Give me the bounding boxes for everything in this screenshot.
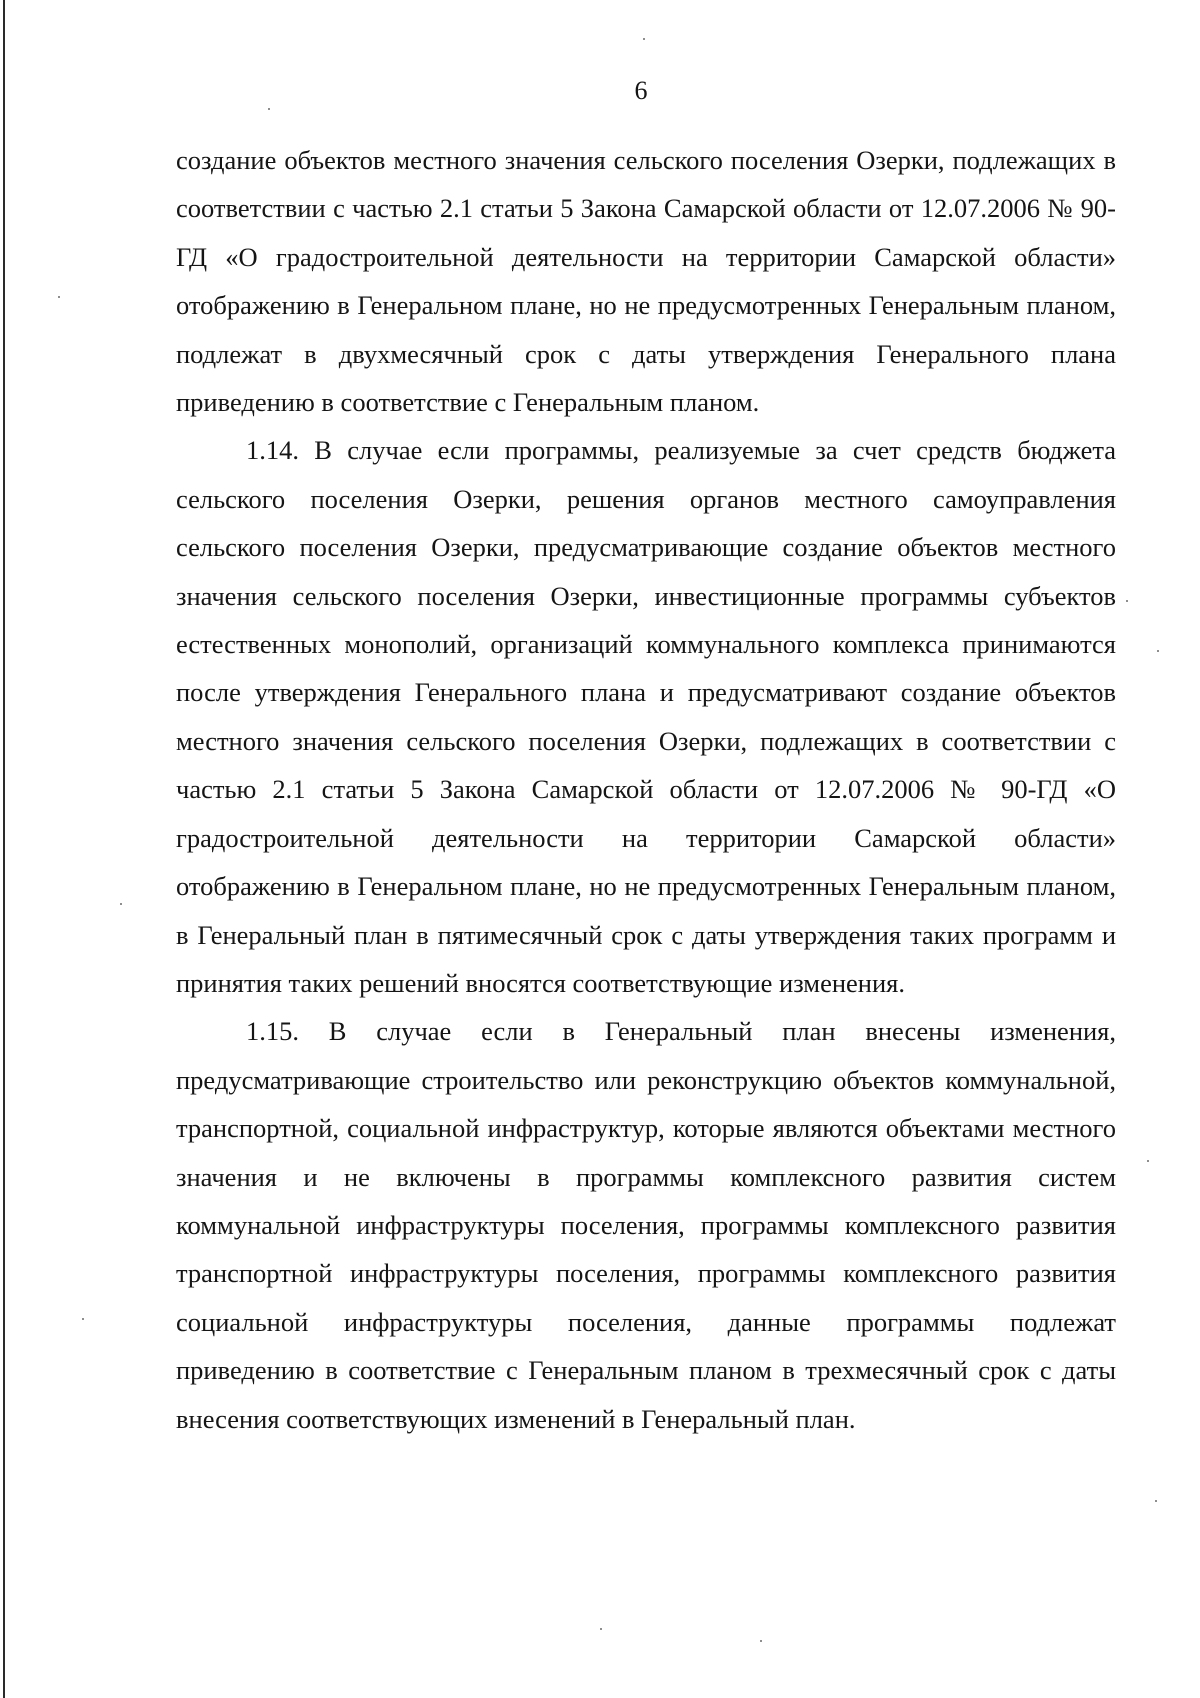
scan-left-edge — [3, 0, 5, 1698]
scan-speck — [600, 1628, 602, 1630]
scan-speck — [1126, 600, 1128, 602]
page-number: 6 — [634, 76, 648, 105]
scan-speck — [120, 903, 122, 905]
paragraph-1-15: 1.15. В случае если в Генеральный план внесены изменения, предусматривающие строительство или реконструкцию объектов коммунальной, транспортной, социальной инфраструктур, которые являются объектами местного значения и не включены в программы комплексного развития систем коммунальной инфраструктуры поселения, программы комплексного развития транспортной инфраструктуры поселения, программы комплексного развития социальной инфраструктуры поселения, данные программы подлежат приведению в соответствие с Генеральным планом в трехмесячный срок с даты внесения соответствующих изменений в Генеральный план. — [176, 1016, 1116, 1434]
scan-speck — [1147, 1160, 1149, 1162]
scan-speck — [268, 108, 270, 110]
document-body — [176, 136, 1116, 1443]
scan-speck — [643, 38, 645, 40]
scan-speck — [1157, 650, 1159, 652]
scan-speck — [1155, 1500, 1157, 1502]
paragraph-continuation: создание объектов местного значения сельского поселения Озерки, подлежащих в соответствии с частью 2.1 статьи 5 Закона Самарской области от 12.07.2006 № 90-ГД «О градостроительной деятельности на территории Самарской области» отображению в Генеральном плане, но не предусмотренных Генеральным планом, подлежат в двухмесячный срок с даты утверждения Генерального плана приведению в соответствие с Генеральным планом. — [176, 145, 1116, 418]
paragraph-1-14: 1.14. В случае если программы, реализуемые за счет средств бюджета сельского поселения Озерки, решения органов местного самоуправления сельского поселения Озерки, предусматривающие создание объектов местного значения сельского поселения Озерки, инвестиционные программы субъектов естественных монополий, организаций коммунального комплекса принимаются после утверждения Генерального плана и предусматривают создание объектов местного значения сельского поселения Озерки, подлежащих в соответствии с частью 2.1 статьи 5 Закона Самарской области от 12.07.2006 № 90-ГД «О градостроительной деятельности на территории Самарской области» отображению в Генеральном плане, но не предусмотренных Генеральным планом, в Генеральный план в пятимесячный срок с даты утверждения таких программ и принятия таких решений вносятся соответствующие изменения. — [176, 435, 1116, 998]
scan-speck — [760, 1640, 762, 1642]
scan-speck — [58, 296, 60, 298]
scan-speck — [82, 1318, 84, 1320]
